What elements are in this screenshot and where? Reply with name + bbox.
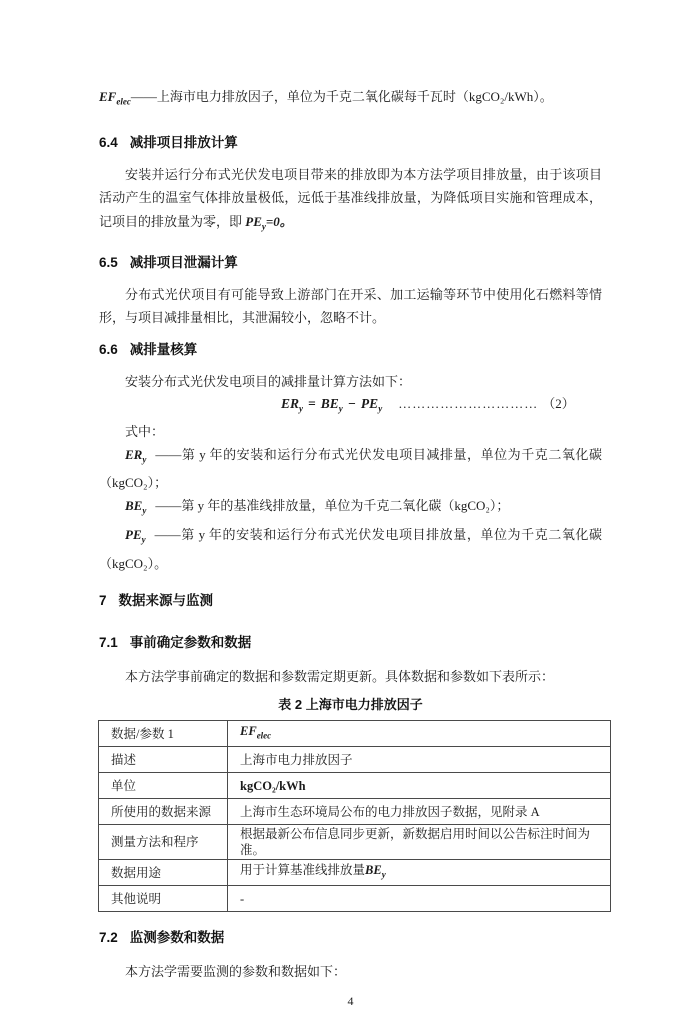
section-heading-6-5: 6.5 减排项目泄漏计算 bbox=[99, 254, 238, 270]
row-value: 上海市生态环境局公布的电力排放因子数据，见附录 A bbox=[228, 799, 611, 825]
section-heading-7-1: 7.1 事前确定参数和数据 bbox=[99, 634, 252, 650]
section-6-4-paragraph: 安装并运行分布式光伏发电项目带来的排放即为本方法学项目排放量，由于该项目活动产生的温室气体排放量极低，远低于基准线排放量，为降低项目实施和管理成本，记项目的排放量为零，即 $PE_y=0$。 bbox=[99, 166, 602, 232]
table-row bbox=[99, 825, 611, 860]
table-row bbox=[99, 799, 611, 825]
row-value: kgCO₂/kWh bbox=[228, 773, 611, 799]
section-6-6-intro: 安装分布式光伏发电项目的减排量计算方法如下： bbox=[125, 373, 412, 389]
section-7-1-paragraph: 本方法学事前确定的数据和参数需定期更新。具体数据和参数如下表所示： bbox=[125, 668, 555, 684]
er-symbol: $ER_y$ bbox=[125, 446, 147, 465]
page-number: 4 bbox=[347, 993, 354, 1008]
row-value: 上海市电力排放因子 bbox=[228, 747, 611, 773]
row-value bbox=[228, 721, 611, 747]
section-7-2-paragraph: 本方法学需要监测的参数和数据如下： bbox=[125, 964, 347, 980]
formula-number: （2） bbox=[542, 396, 575, 412]
formula-dot-leader: ………………………… bbox=[398, 396, 539, 412]
table-row bbox=[99, 747, 611, 773]
formula-equation: $ER_y = BE_y - PE_y$ bbox=[281, 396, 383, 414]
table-row bbox=[99, 860, 611, 886]
formula-2 bbox=[99, 393, 602, 420]
row-label: 其他说明 bbox=[99, 886, 228, 912]
definition-be: $BE_y$ ——第 y 年的基准线排放量，单位为千克二氧化碳（kgCO₂）； bbox=[125, 498, 510, 517]
row-value: - bbox=[228, 886, 611, 912]
be-symbol-cell: $BE_y$ bbox=[365, 863, 386, 880]
pe-def-symbol: $PE_y$ bbox=[125, 527, 146, 545]
section-6-5-paragraph: 分布式光伏项目有可能导致上游部门在开采、加工运输等环节中使用化石燃料等情形，与项目减排量相比，其泄漏较小，忽略不计。 bbox=[99, 286, 602, 326]
where-label: 式中： bbox=[125, 423, 165, 439]
parameter-table bbox=[98, 720, 611, 912]
pe-symbol: $PE_y$ bbox=[245, 213, 266, 232]
row-label: 所使用的数据来源 bbox=[99, 799, 228, 825]
section-heading-7-2: 7.2 监测参数和数据 bbox=[99, 930, 225, 946]
ef-definition-text: ——上海市电力排放因子，单位为千克二氧化碳每千瓦时（kgCO₂/kWh）。 bbox=[130, 89, 553, 104]
row-value: 用于计算基准线排放量$BE_y$ bbox=[228, 860, 611, 886]
row-label: 数据用途 bbox=[99, 860, 228, 886]
table-row bbox=[99, 886, 611, 912]
row-label: 数据/参数 1 bbox=[99, 721, 228, 747]
be-symbol: $BE_y$ bbox=[125, 498, 147, 517]
row-label: 描述 bbox=[99, 747, 228, 773]
ef-symbol: $EF_{elec}$ bbox=[99, 89, 131, 107]
ef-symbol-cell: $EF_{elec}$ bbox=[240, 724, 272, 741]
table-row bbox=[99, 773, 611, 799]
definition-er: $ER_y$ ——第 y 年的安装和运行分布式光伏发电项目减排量，单位为千克二氧化碳（kgCO₂）； bbox=[99, 446, 602, 491]
row-label: 测量方法和程序 bbox=[99, 825, 228, 860]
section-heading-6-4: 6.4 减排项目排放计算 bbox=[99, 134, 238, 150]
row-label: 单位 bbox=[99, 773, 228, 799]
ef-definition-line bbox=[99, 86, 602, 113]
table-row bbox=[99, 721, 611, 747]
section-heading-7: 7 数据来源与监测 bbox=[99, 592, 214, 608]
section-heading-6-6: 6.6 减排量核算 bbox=[99, 341, 198, 357]
row-value: 根据最新公布信息同步更新，新数据启用时间以公告标注时间为准。 bbox=[228, 825, 611, 860]
table-caption: 表 2 上海市电力排放因子 bbox=[278, 697, 423, 713]
definition-pe: $PE_y$ ——第 y 年的安装和运行分布式光伏发电项目排放量，单位为千克二氧化碳（kgCO₂）。 bbox=[99, 527, 602, 571]
